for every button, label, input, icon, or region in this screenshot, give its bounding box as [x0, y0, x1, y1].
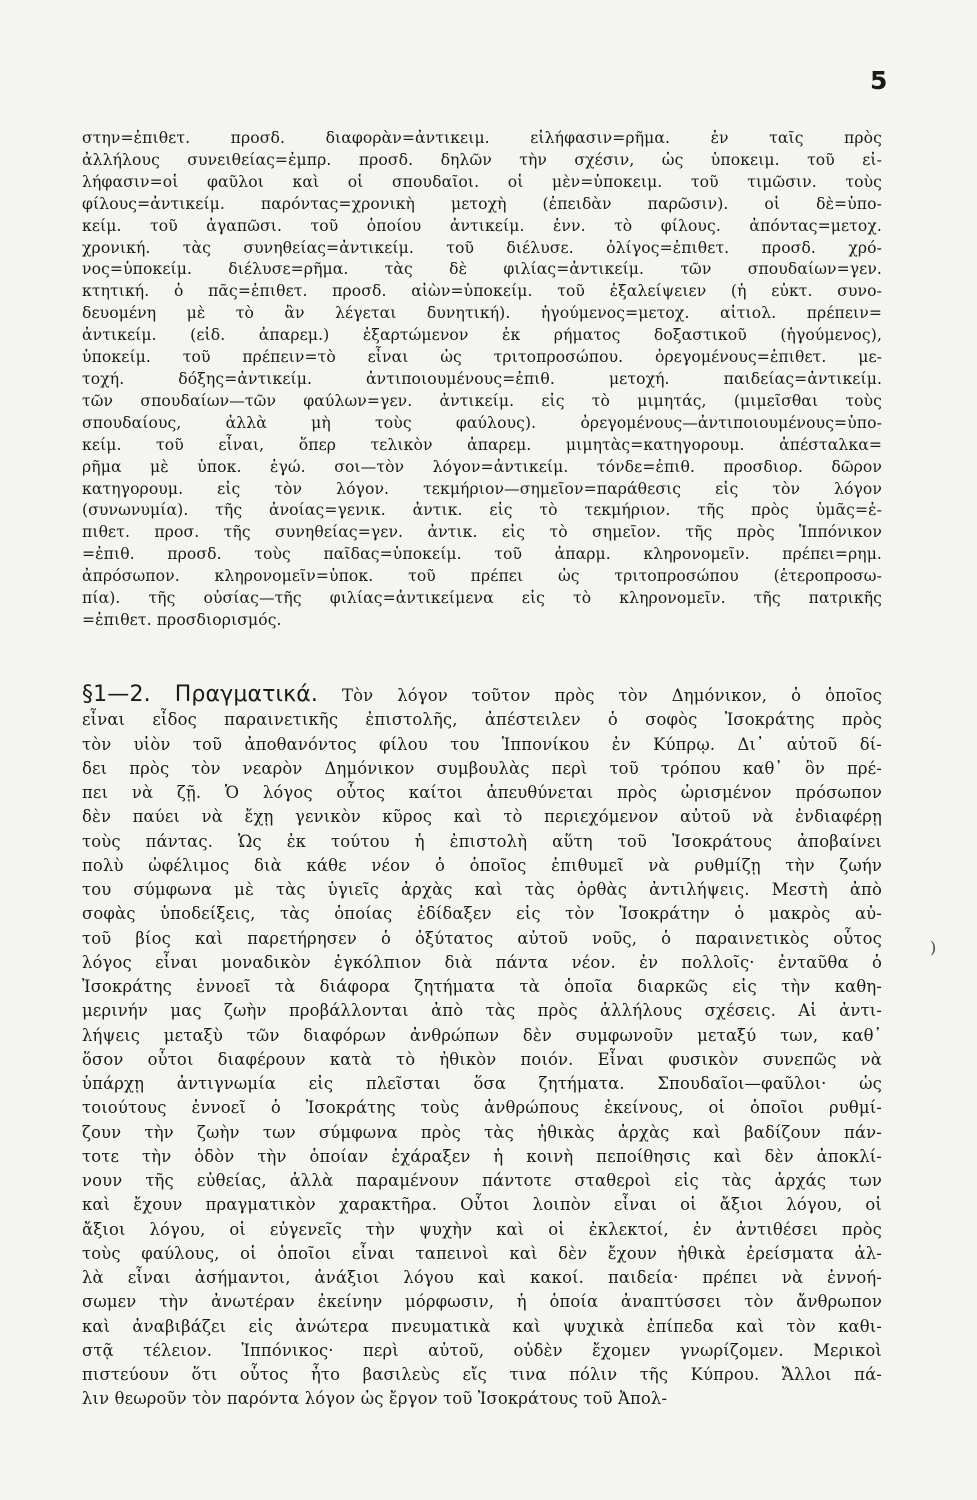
body-line: του σύμφωνα μὲ τὰς ὑγιεῖς ἀρχὰς καὶ τὰς ὀρθὰς ἀντιλήψεις. Μεστὴ ἀπὸ [82, 880, 882, 899]
body-line: ὅσον οὗτοι διαφέρουν κατὰ τὸ ἠθικὸν ποιόν. Εἶναι φυσικὸν συνεπῶς νὰ [82, 1049, 882, 1069]
body-line: τοιούτους ἐννοεῖ ὁ Ἰσοκράτης τοὺς ἀνθρώπους ἐκείνους, οἱ ὁποῖοι ρυθμί- [82, 1098, 882, 1118]
notes-line: (συνωνυμία). τῆς ἀνοίας=γενικ. ἀντικ. εἰς τὸ τεκμήριον. τῆς πρὸς ὑμᾶς=ἐ- [82, 501, 882, 520]
notes-line: =ἐπιθ. προσδ. τοὺς παῖδας=ὑποκείμ. τοῦ ἀπαρμ. κληρονομεῖν. πρέπει=ρημ. [82, 545, 882, 564]
grammar-notes [82, 128, 882, 632]
section-body [82, 683, 882, 1412]
body-line: καὶ ἔχουν πραγματικὸν χαρακτῆρα. Οὗτοι λοιπὸν εἶναι οἱ ἄξιοι λόγου, οἱ [82, 1195, 882, 1215]
notes-line: κτητική. ὁ πᾶς=ἐπιθετ. προσδ. αἰὼν=ὑποκείμ. τοῦ ἐξαλείψειεν (ἡ εὐκτ. συνο- [82, 282, 882, 301]
body-line: λὰ εἶναι ἀσήμαντοι, ἀνάξιοι λόγου καὶ κακοί. παιδεία· πρέπει νὰ ἐννοή- [82, 1268, 882, 1287]
notes-line: τοχή. δόξης=ἀντικείμ. ἀντιποιουμένους=ἐπιθ. μετοχή. παιδείας=ἀντικείμ. [82, 369, 882, 388]
body-line: ἄξιοι λόγου, οἱ εὐγενεῖς τὴν ψυχὴν καὶ οἱ ἐκλεκτοί, ἐν ἀντιθέσει πρὸς [82, 1219, 882, 1239]
body-line: πολὺ ὠφέλιμος διὰ κάθε νέον ὁ ὁποῖος ἐπιθυμεῖ νὰ ρυθμίζῃ τὴν ζωήν [82, 855, 882, 875]
notes-line: πιθετ. προσ. τῆς συνηθείας=γεν. ἀντικ. εἰς τὸ σημεῖον. τῆς πρὸς Ἱππόνικον [82, 523, 882, 542]
notes-line: ὑποκείμ. τοῦ πρέπειν=τὸ εἶναι ὡς τριτοπροσώπου. ὀρεγομένους=ἐπιθετ. με- [82, 348, 882, 367]
body-line: ζουν τὴν ζωὴν των σύμφωνα πρὸς τὰς ἠθικὰς ἀρχὰς καὶ βαδίζουν πάν- [82, 1122, 882, 1142]
section-heading-line [82, 683, 882, 708]
body-line: στᾷ τέλειον. Ἱππόνικος· περὶ αὐτοῦ, οὐδὲν ἔχομεν γνωρίζομεν. Μερικοὶ [82, 1340, 882, 1360]
notes-line: στην=ἐπιθετ. προσδ. διαφορὰν=ἀντικειμ. εἰλήφασιν=ρῆμα. ἐν ταῖς πρὸς [82, 129, 882, 147]
notes-line: ἀπρόσωπον. κληρονομεῖν=ὑποκ. τοῦ πρέπει ὡς τριτοπροσώπου (ἑτεροπροσω- [82, 567, 882, 586]
notes-line: =ἐπιθετ. προσδιορισμός. [82, 610, 282, 629]
body-line: τοὺς πάντας. Ὡς ἐκ τούτου ἡ ἐπιστολὴ αὕτη τοῦ Ἰσοκράτους ἀποβαίνει [82, 831, 882, 851]
body-line: λήψεις μεταξὺ τῶν διαφόρων ἀνθρώπων δὲν συμφωνοῦν μεταξύ των, καθ᾽ [82, 1025, 882, 1045]
section-paragraph [82, 708, 882, 1411]
body-line: τοῦ βίος καὶ παρετήρησεν ὁ ὀξύτατος αὐτοῦ νοῦς, ὁ παραινετικὸς οὗτος [82, 928, 882, 948]
notes-line: κείμ. τοῦ εἶναι, ὅπερ τελικὸν ἀπαρεμ. μιμητὰς=κατηγορουμ. ἀπέσταλκα= [82, 435, 882, 454]
notes-line: φίλους=ἀντικείμ. παρόντας=χρονικὴ μετοχὴ (ἐπειδὰν παρῶσιν). οἱ δὲ=ὑπο- [82, 194, 882, 213]
body-line: καὶ ἀναβιβάζει εἰς ἀνώτερα πνευματικὰ καὶ ψυχικὰ ἐπίπεδα καὶ τὸν καθι- [82, 1316, 882, 1336]
notes-line: ἀντικείμ. (εἰδ. ἀπαρεμ.) ἐξαρτώμενον ἐκ ρήματος δοξαστικοῦ (ἡγούμενος), [82, 326, 882, 345]
body-line: λιν θεωροῦν τὸν παρόντα λόγον ὡς ἔργον τοῦ Ἰσοκράτους τοῦ Ἀπολ- [82, 1389, 668, 1409]
notes-line: ἀλλήλους συνειθείας=ἐμπρ. προσδ. δηλῶν τὴν σχέσιν, ὡς ὑποκειμ. τοῦ εἰ- [82, 150, 882, 169]
body-line: δὲν παύει νὰ ἔχῃ γενικὸν κῦρος καὶ τὸ περιεχόμενον αὐτοῦ νὰ ἐνδιαφέρῃ [82, 807, 882, 827]
notes-line: κείμ. τοῦ ἀγαπῶσι. τοῦ ὁποίου ἀντικείμ. ἐνν. τὸ φίλους. ἀπόντας=μετοχ. [82, 216, 882, 235]
notes-line: πία). τῆς οὐσίας—τῆς φιλίας=ἀντικείμενα εἰς τὸ κληρονομεῖν. τῆς πατρικῆς [82, 589, 882, 608]
notes-line: σπουδαίους, ἀλλὰ μὴ τοὺς φαύλους). ὀρεγομένους—ἀντιποιουμένους=ὑπο- [82, 413, 882, 432]
notes-line: νος=ὑποκείμ. διέλυσε=ρῆμα. τὰς δὲ φιλίας=ἀντικείμ. τῶν σπουδαίων=γεν. [82, 260, 882, 279]
body-line: μερινήν μας ζωὴν προβάλλονται ἀπὸ τὰς πρὸς ἀλλήλους σχέσεις. Αἱ ἀντι- [82, 1001, 882, 1021]
section-number: §1—2. [82, 682, 151, 707]
body-line: λόγος εἶναι μοναδικὸν ἐγκόλπιον διὰ πάντα νέον. ἐν πολλοῖς· ἐνταῦθα ὁ [82, 952, 882, 972]
notes-line: ρῆμα μὲ ὑποκ. ἐγώ. σοι—τὸν λόγον=ἀντικείμ. τόνδε=ἐπιθ. προσδιορ. δῶρον [82, 457, 882, 476]
page-number: 5 [870, 66, 888, 95]
body-line: τὸν υἱὸν τοῦ ἀποθανόντος φίλου του Ἱππονίκου ἐν Κύπρῳ. Δι᾽ αὐτοῦ δί- [82, 734, 882, 754]
body-line: τοτε τὴν ὁδὸν τὴν ὁποίαν ἐχάραξεν ἡ κοινὴ πεποίθησις καὶ δὲν ἀποκλί- [82, 1146, 882, 1166]
body-line: πιστεύουν ὅτι οὗτος ἦτο βασιλεὺς εἴς τινα πόλιν τῆς Κύπρου. Ἄλλοι πά- [82, 1365, 882, 1384]
body-line: σοφὰς ὑποδείξεις, τὰς ὁποίας ἐδίδαξεν εἰς τὸν Ἰσοκράτην ὁ μακρὸς αὐ- [82, 904, 882, 924]
notes-line: δευομένη μὲ τὸ ἂν λέγεται δυνητική). ἡγούμενος=μετοχ. αἰτιολ. πρέπειν= [82, 304, 882, 323]
section-title: Πραγματικά. [174, 682, 319, 707]
margin-mark: ) [930, 938, 937, 957]
body-line: ὑπάρχῃ ἀντιγνωμία εἰς πλεῖσται ὅσα ζητήματα. Σπουδαῖοι—φαῦλοι· ὡς [82, 1074, 882, 1093]
notes-line: τῶν σπουδαίων—τῶν φαύλων=γεν. ἀντικείμ. εἰς τὸ μιμητάς, (μιμεῖσθαι τοὺς [82, 391, 882, 410]
notes-line: χρονική. τὰς συνηθείας=ἀντικείμ. τοῦ διέλυσε. ὀλίγος=ἐπιθετ. προσδ. χρό- [82, 238, 882, 257]
body-line: δει πρὸς τὸν νεαρὸν Δημόνικον συμβουλὰς περὶ τοῦ τρόπου καθ᾽ ὃν πρέ- [82, 758, 882, 778]
body-line: εἶναι εἶδος παραινετικῆς ἐπιστολῆς, ἀπέστειλεν ὁ σοφὸς Ἰσοκράτης πρὸς [82, 710, 882, 730]
body-line: Ἰσοκράτης ἐννοεῖ τὰ διάφορα ζητήματα τὰ ὁποῖα διαρκῶς εἰς τὴν καθη- [82, 977, 882, 996]
notes-line: κατηγορουμ. εἰς τὸν λόγον. τεκμήριον—σημεῖον=παράθεσις εἰς τὸν λόγον [82, 479, 882, 498]
body-line: νουν τῆς εὐθείας, ἀλλὰ παραμένουν πάντοτε σταθεροὶ εἰς τὰς ἀρχάς των [82, 1171, 882, 1190]
notes-line: λήφασιν=οἱ φαῦλοι καὶ οἱ σπουδαῖοι. οἱ μὲν=ὑποκειμ. τοῦ τιμῶσιν. τοὺς [82, 172, 882, 191]
body-line: πει νὰ ζῇ. Ὁ λόγος οὗτος καίτοι ἀπευθύνεται πρὸς ὡρισμένον πρόσωπον [82, 783, 882, 802]
body-line: σωμεν τὴν ἀνωτέραν ἐκείνην μόρφωσιν, ἡ ὁποία ἀναπτύσσει τὸν ἄνθρωπον [82, 1292, 882, 1312]
section-first-line: Τὸν λόγον τοῦτον πρὸς τὸν Δημόνικον, ὁ ὁποῖος [342, 686, 882, 705]
body-line: τοὺς φαύλους, οἱ ὁποῖοι εἶναι ταπεινοὶ καὶ δὲν ἔχουν ἠθικὰ ἐρείσματα ἀλ- [82, 1243, 882, 1263]
